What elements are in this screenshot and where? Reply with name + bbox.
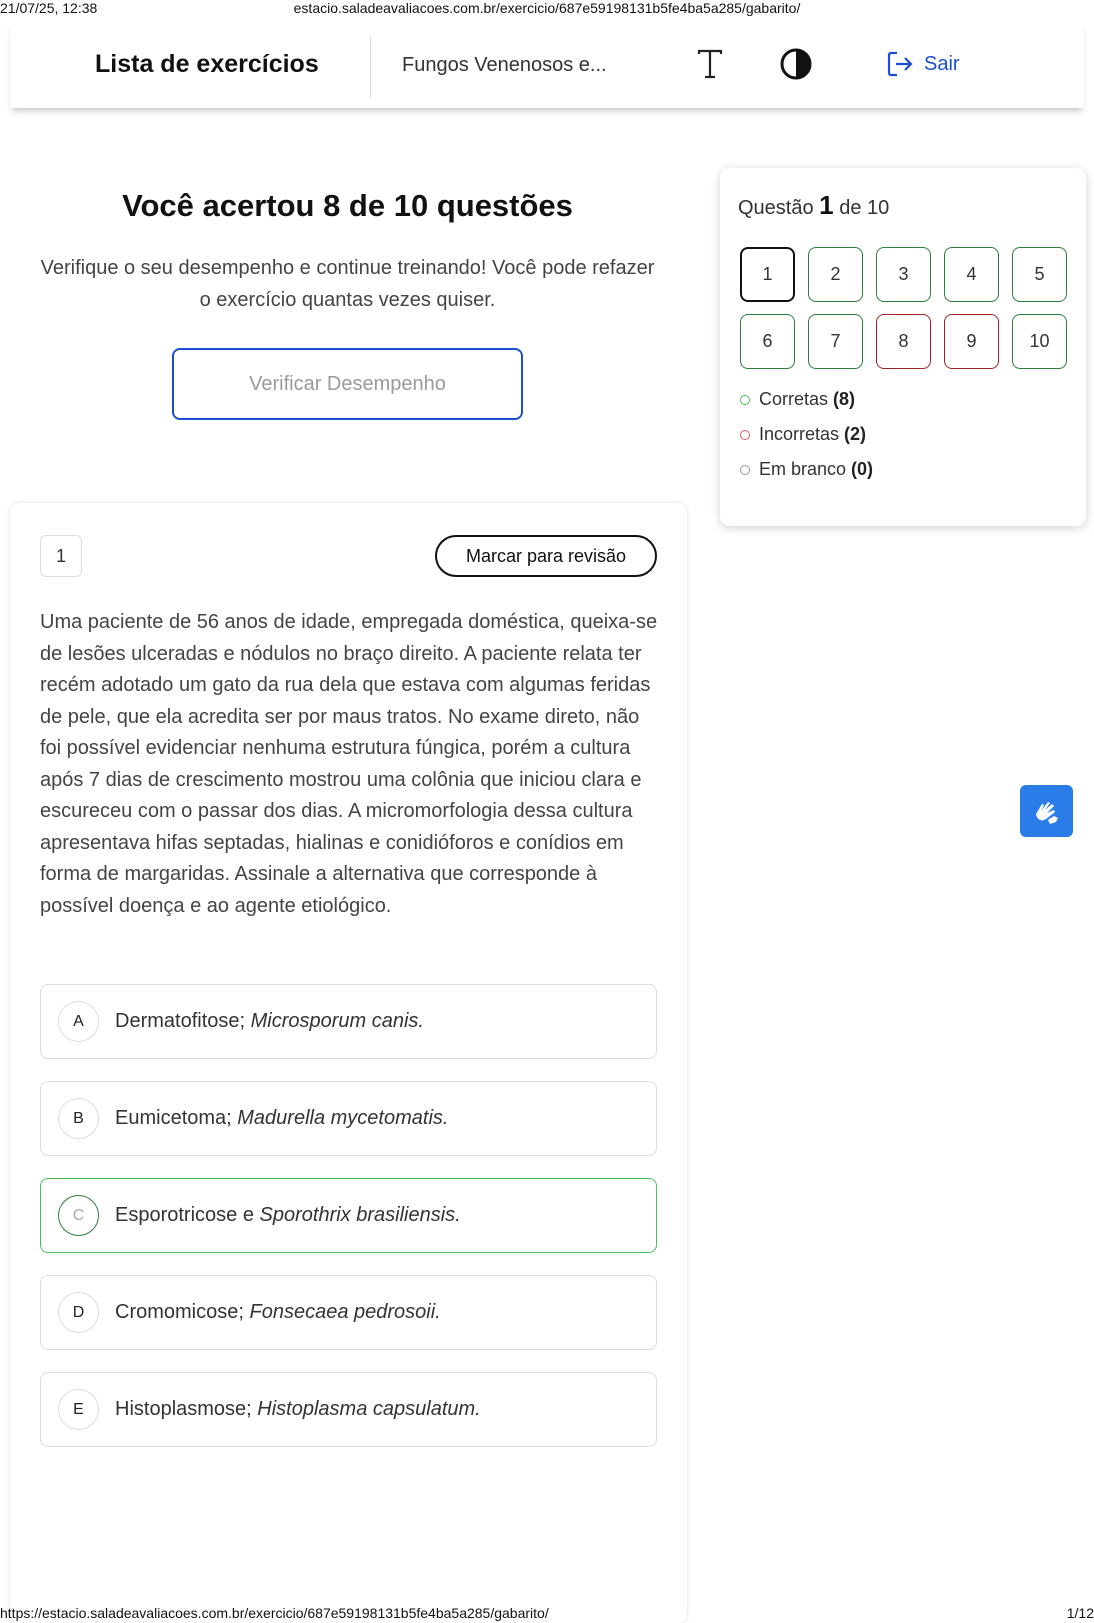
option-letter: A: [58, 1001, 99, 1042]
result-subtitle: Verifique o seu desempenho e continue treinando! Você pode refazer o exercício quantas vezes quiser.: [40, 257, 655, 311]
print-url-bottom: https://estacio.saladeavaliacoes.com.br/exercicio/687e59198131b5fe4ba5a285/gabarito/: [0, 1605, 549, 1621]
answer-option-d[interactable]: [40, 1275, 657, 1350]
question-nav-button[interactable]: 7: [808, 314, 863, 369]
print-footer: [0, 1603, 1094, 1623]
answer-option-c[interactable]: [40, 1178, 657, 1253]
question-nav-button[interactable]: 10: [1012, 314, 1067, 369]
subject-title[interactable]: Fungos Venenosos e...: [402, 54, 607, 76]
legend-item: [740, 459, 873, 480]
question-text: Uma paciente de 56 anos de idade, empregada doméstica, queixa-se de lesões ulceradas e nódulos no braço direito. A paciente relata ter recém adotado um gato da rua dela que estava com algumas feridas de pele, que ela acredita ser por maus tratos. No exame direto, não foi possível evidenciar nenhuma estrutura fúngica, porém a cultura após 7 dias de crescimento mostrou uma colônia que iniciou clara e escureceu com o passar dos dias. A micromorfologia dessa cultura apresentava hifas septadas, hialinas e conidióforos e conídios em forma de margaridas. Assinale a alternativa que corresponde à possível doença e ao agente etiológico.: [40, 611, 658, 917]
option-disease: Dermatofitose;: [115, 1010, 251, 1032]
option-disease: Esporotricose e: [115, 1204, 260, 1226]
option-text: [115, 1107, 448, 1130]
contrast-button[interactable]: [778, 46, 814, 82]
legend-count: (2): [844, 424, 867, 444]
status-dot-icon: [740, 395, 750, 405]
question-card: [10, 503, 687, 1623]
legend-label: Em branco: [759, 459, 847, 479]
option-agent: Histoplasma capsulatum.: [257, 1398, 481, 1420]
option-letter: C: [58, 1195, 99, 1236]
option-text: [115, 1204, 461, 1227]
print-url-top: estacio.saladeavaliacoes.com.br/exercicio/687e59198131b5fe4ba5a285/gabarito/: [293, 0, 801, 16]
print-date: 21/07/25, 12:38: [0, 0, 98, 16]
option-disease: Eumicetoma;: [115, 1107, 238, 1129]
option-agent: Sporothrix brasiliensis.: [259, 1204, 461, 1226]
option-disease: Histoplasmose;: [115, 1398, 258, 1420]
option-text: [115, 1301, 441, 1324]
legend-label: Corretas: [759, 389, 829, 409]
counter-current: 1: [819, 190, 834, 220]
status-dot-icon: [740, 430, 750, 440]
legend-count: (8): [833, 389, 856, 409]
logout-label: Sair: [924, 52, 960, 75]
contrast-icon: [778, 46, 814, 82]
question-nav-button[interactable]: 3: [876, 247, 931, 302]
text-size-icon: [696, 49, 724, 79]
question-nav-button[interactable]: 8: [876, 314, 931, 369]
check-performance-button[interactable]: Verificar Desempenho: [172, 348, 523, 420]
question-nav-button[interactable]: 9: [944, 314, 999, 369]
header-divider: [370, 36, 371, 98]
question-nav-button[interactable]: 5: [1012, 247, 1067, 302]
mark-for-review-button[interactable]: Marcar para revisão: [435, 535, 657, 577]
print-header: [0, 0, 1094, 18]
option-text: [115, 1398, 481, 1421]
answer-option-e[interactable]: [40, 1372, 657, 1447]
counter-suffix: de 10: [839, 197, 890, 219]
sign-language-icon: [1030, 794, 1064, 828]
option-letter: D: [58, 1292, 99, 1333]
font-size-button[interactable]: [690, 44, 730, 84]
legend-label: Incorretas: [759, 424, 840, 444]
option-letter: E: [58, 1389, 99, 1430]
option-agent: Microsporum canis.: [250, 1010, 424, 1032]
counter-prefix: Questão: [738, 197, 814, 219]
question-number: 1: [40, 535, 82, 577]
logout-icon: [886, 50, 914, 78]
legend-count: (0): [851, 459, 874, 479]
legend-item: [740, 389, 855, 410]
result-title: Você acertou 8 de 10 questões: [122, 188, 573, 223]
legend-item: [740, 424, 866, 445]
option-letter: B: [58, 1098, 99, 1139]
question-summary-card: [720, 168, 1086, 526]
status-dot-icon: [740, 465, 750, 475]
question-nav-button[interactable]: 2: [808, 247, 863, 302]
top-navbar: [10, 22, 1084, 108]
app-title: Lista de exercícios: [95, 50, 319, 78]
logout-button[interactable]: [886, 50, 960, 78]
question-nav-button[interactable]: 1: [740, 247, 795, 302]
question-nav-button[interactable]: 6: [740, 314, 795, 369]
answer-option-a[interactable]: [40, 984, 657, 1059]
print-page-number: 1/12: [1066, 1605, 1094, 1621]
question-counter: [738, 190, 889, 221]
option-disease: Cromomicose;: [115, 1301, 250, 1323]
option-agent: Fonsecaea pedrosoii.: [249, 1301, 441, 1323]
answer-option-b[interactable]: [40, 1081, 657, 1156]
option-agent: Madurella mycetomatis.: [237, 1107, 449, 1129]
accessibility-widget[interactable]: [1020, 785, 1073, 837]
option-text: [115, 1010, 424, 1033]
question-nav-button[interactable]: 4: [944, 247, 999, 302]
